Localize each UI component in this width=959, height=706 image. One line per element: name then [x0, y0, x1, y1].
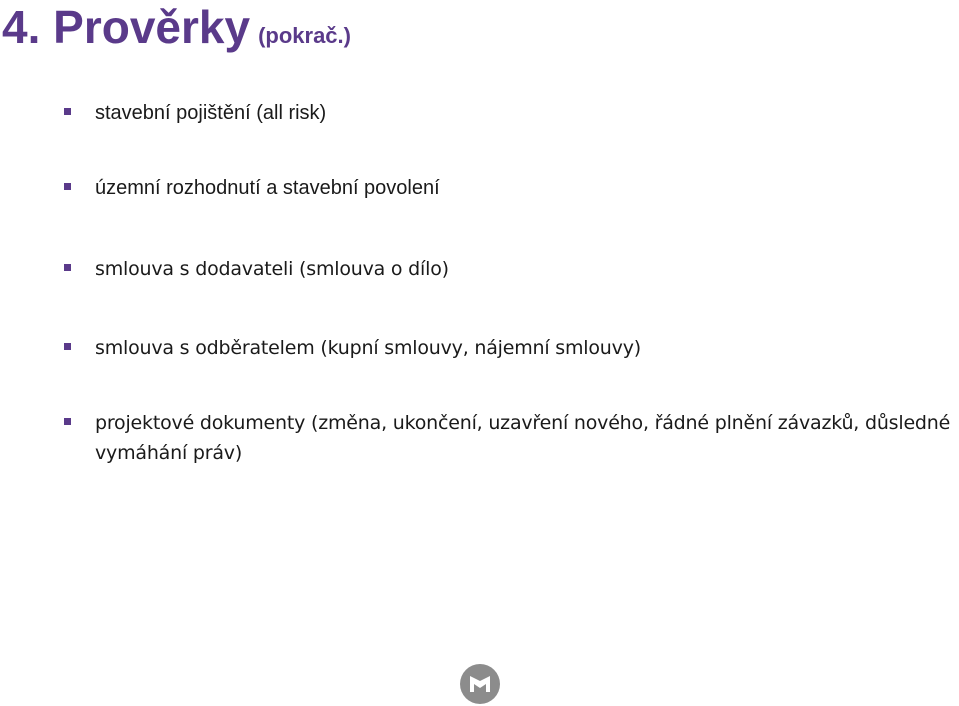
logo-icon	[460, 664, 500, 704]
bullet-text: smlouva s odběratelem (kupní smlouvy, nájemní smlouvy)	[95, 337, 641, 359]
bullet-text: smlouva s dodavateli (smlouva o dílo)	[95, 258, 449, 280]
bullet-text: stavební pojištění (all risk)	[95, 102, 327, 124]
square-bullet-icon	[64, 264, 71, 271]
square-bullet-icon	[64, 343, 71, 350]
slide-title-main: 4. Prověrky	[2, 1, 251, 53]
slide-title-sub: (pokrač.)	[258, 23, 351, 48]
square-bullet-icon	[64, 108, 71, 115]
bullet-text: projektové dokumenty (změna, ukončení, uzavření nového, řádné plnění závazků, důsledné vymáhání práv)	[95, 412, 951, 464]
square-bullet-icon	[64, 418, 71, 425]
slide-title	[2, 0, 351, 63]
bullet-text: územní rozhodnutí a stavební povolení	[95, 177, 440, 199]
square-bullet-icon	[64, 183, 71, 190]
